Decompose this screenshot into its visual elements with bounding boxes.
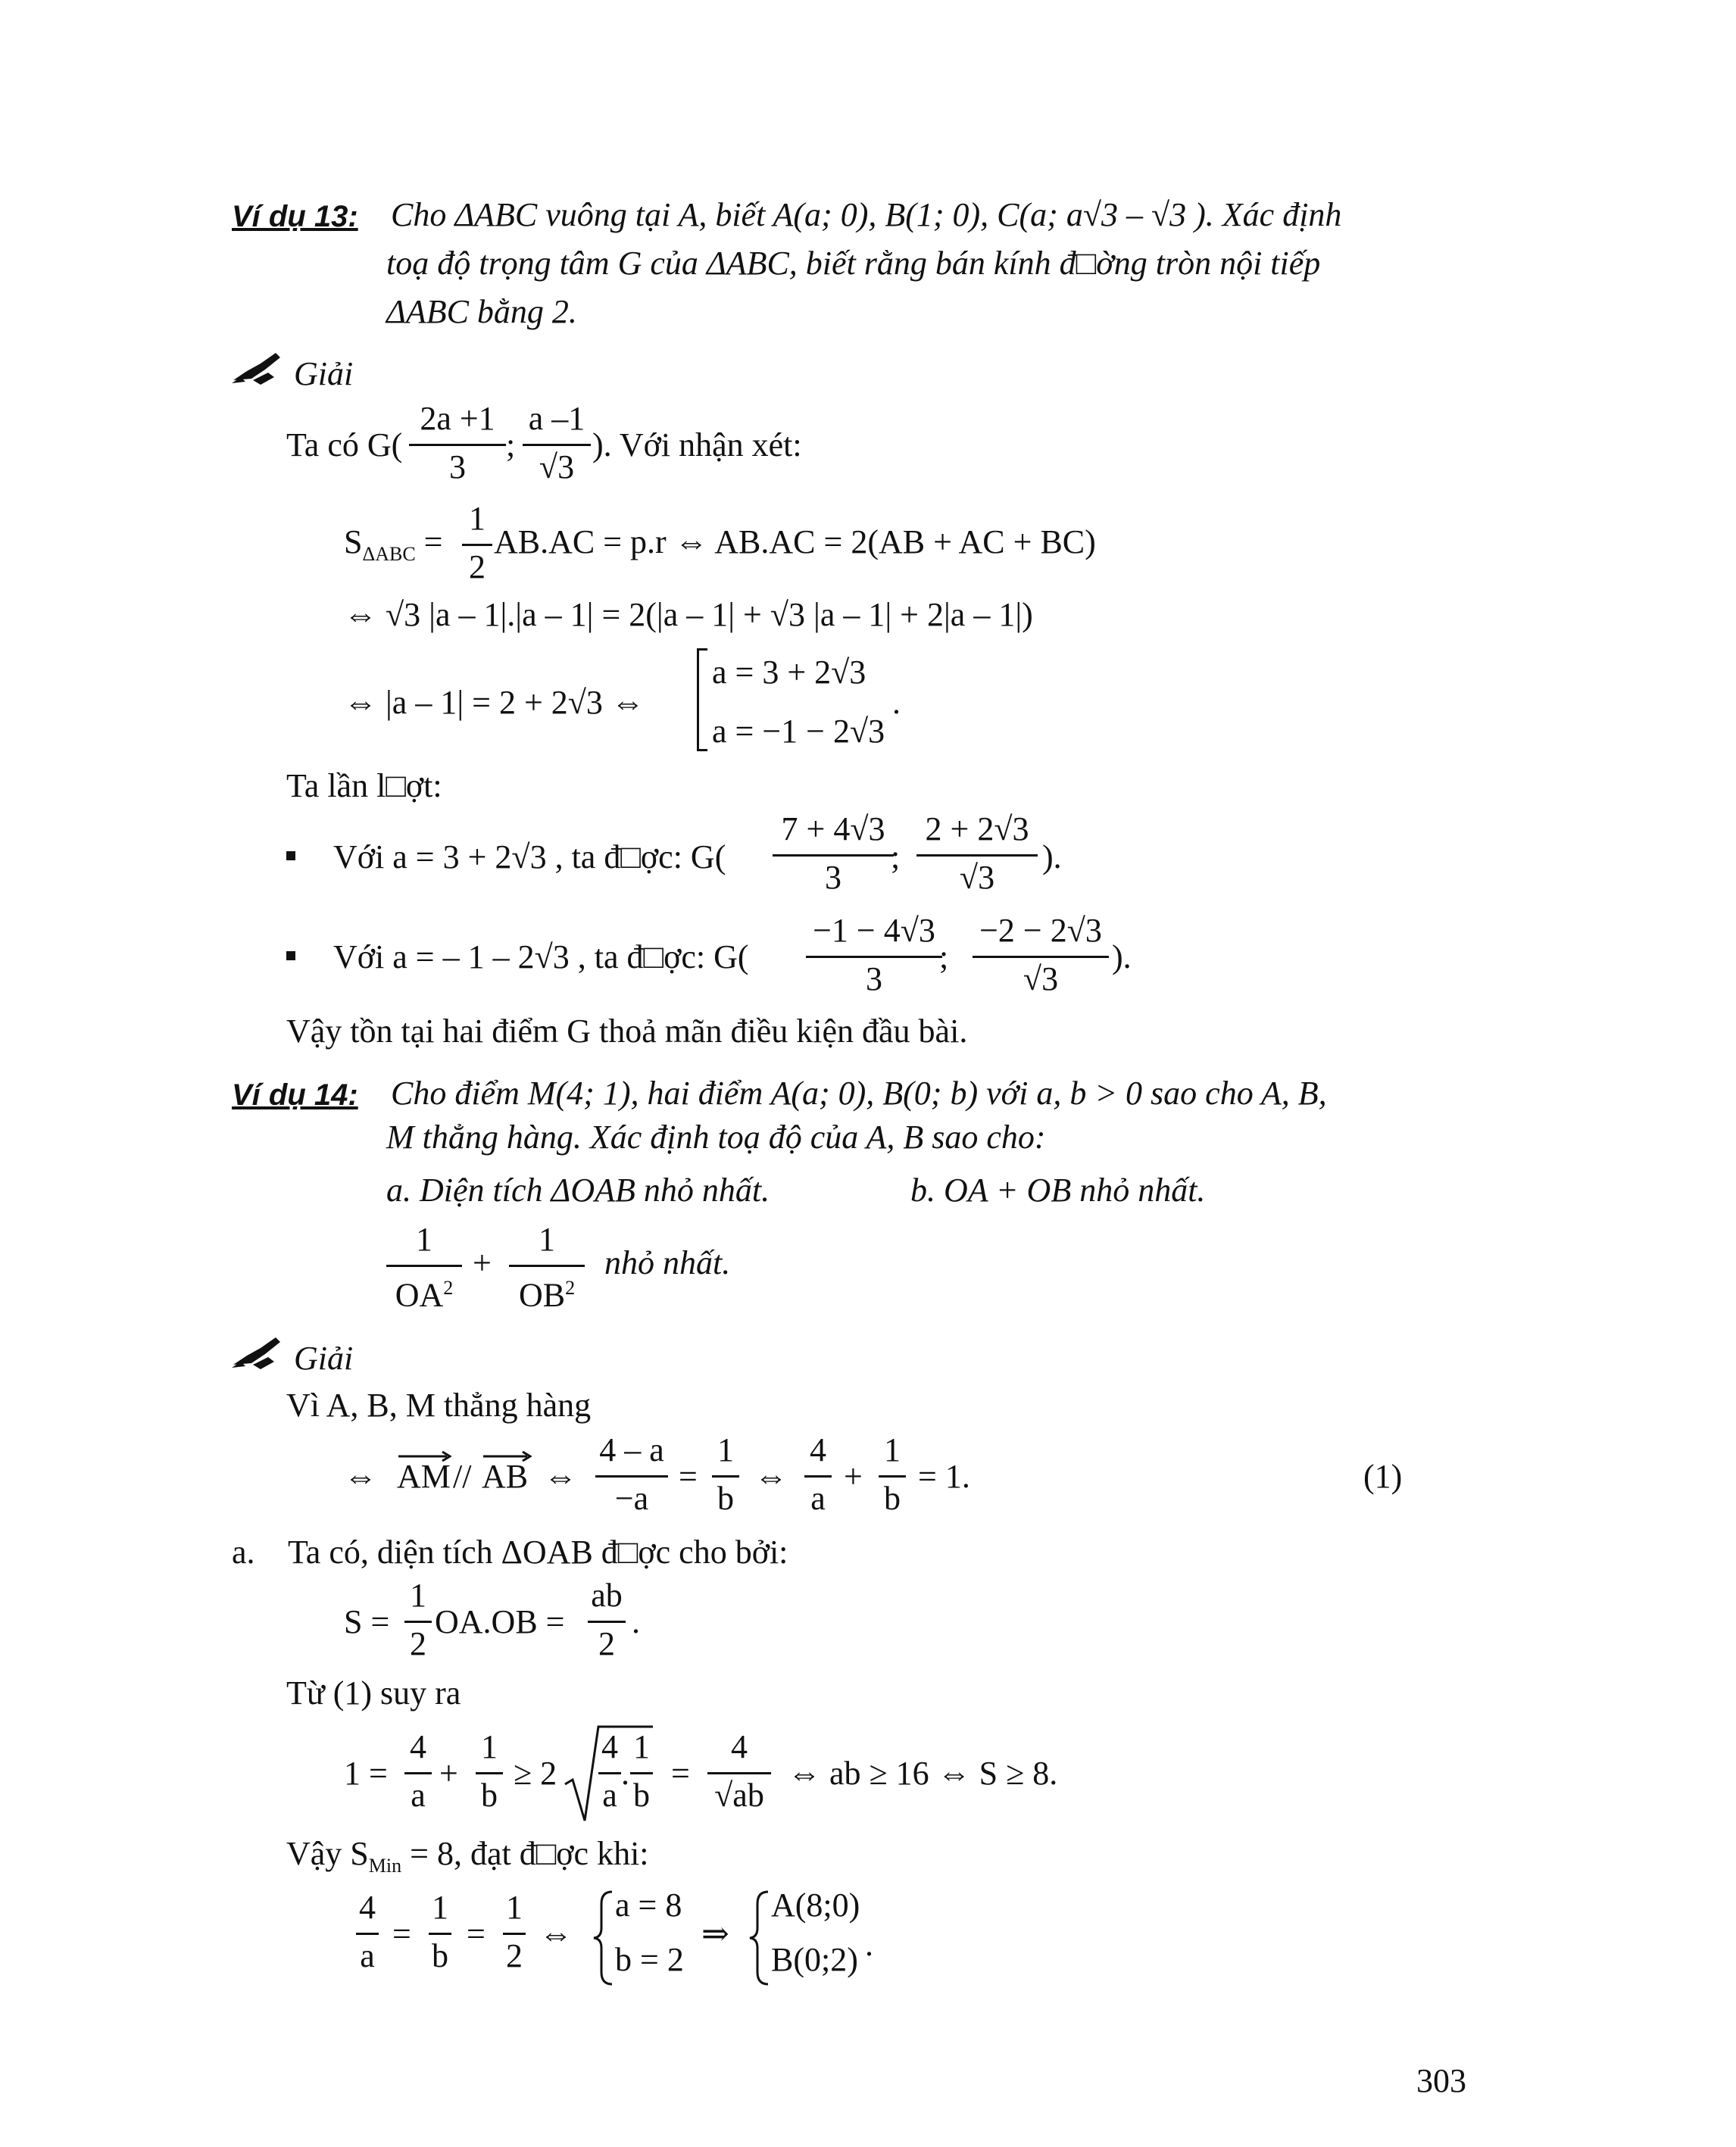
final-implies: ⇒ [701, 1915, 729, 1952]
ineq-start: 1 = [344, 1755, 388, 1792]
fraction-denominator: 3 [866, 960, 882, 997]
vector-parallel: // [453, 1458, 472, 1495]
solution-14-title: Giải [294, 1340, 354, 1377]
fraction-numerator: 1 [539, 1221, 555, 1258]
ineq-end: ⇔ ab ≥ 16 ⇔ S ≥ 8. [788, 1755, 1058, 1792]
ineq-plus: + [439, 1755, 458, 1792]
vector-iff: ⇔ [344, 1458, 377, 1495]
ineq-ge: ≥ 2 [514, 1755, 557, 1792]
fraction-denominator: 3 [825, 859, 841, 896]
g-fraction-2 [523, 400, 591, 491]
fraction-numerator: 1 [432, 1889, 448, 1926]
area-text: Ta có, diện tích ΔOAB đ□ợc cho bởi: [288, 1534, 788, 1571]
cases-bracket [697, 648, 699, 751]
g-separator: ; [506, 426, 516, 463]
min-prefix: Vậy S [286, 1835, 369, 1872]
ineq-fraction-3 [707, 1728, 771, 1819]
ineq-eq: = [671, 1755, 690, 1792]
equation-3-dot: . [892, 684, 901, 721]
fraction-numerator: 2 + 2√3 [925, 810, 1029, 847]
option-c-text: nhỏ nhất. [604, 1244, 731, 1281]
fraction-numerator: 4 [810, 1431, 826, 1468]
area-symbol: S [344, 523, 363, 560]
fraction-numerator: ab [591, 1577, 623, 1614]
fraction-denominator: 2 [469, 548, 486, 585]
area-rest: AB.AC = p.r ⇔ AB.AC = 2(AB + AC + BC) [494, 523, 1096, 560]
bullet-1-fraction-1 [773, 810, 894, 901]
fraction-numerator: 4 [601, 1728, 618, 1765]
fraction-denominator: a [411, 1777, 426, 1814]
fraction-numerator: 4 – a [599, 1431, 664, 1468]
turn-text: Ta lần l□ợt: [286, 767, 442, 804]
half-fraction [462, 500, 492, 591]
vector-arrow-icon [397, 1451, 451, 1462]
example-14-option-b: b. OA + OB nhỏ nhất. [910, 1172, 1206, 1209]
fraction-denominator: 3 [449, 448, 466, 485]
solution-13-title: Giải [294, 355, 354, 392]
final-dot: . [865, 1926, 873, 1963]
example-13-label: Ví dụ 13: [232, 200, 358, 233]
ratio-plus: + [844, 1458, 863, 1495]
bullet-1-text: Với a = 3 + 2√3 , ta đ□ợc: G( [333, 838, 726, 875]
ratio-fraction-1 [595, 1431, 668, 1522]
fraction-denominator: $OA^2$ [395, 1276, 454, 1314]
bullet-2-separator: ; [939, 938, 949, 975]
vector-arrow-icon [482, 1451, 532, 1462]
fraction-numerator: a –1 [528, 400, 585, 437]
option-c-plus: + [473, 1244, 492, 1281]
bullet-2-end: ). [1112, 938, 1132, 975]
fraction-denominator: 2 [506, 1937, 523, 1974]
left-brace-icon [592, 1889, 615, 1987]
g-prefix: Ta có G( [286, 426, 403, 463]
min-postfix: = 8, đạt đ□ợc khi: [410, 1835, 649, 1872]
min-subscript: Min [368, 1854, 402, 1877]
fraction-denominator: 2 [410, 1625, 426, 1662]
system-2-line-2: B(0;2) [771, 1941, 858, 1978]
g-suffix: ). Với nhận xét: [592, 426, 802, 463]
radical-fraction-1 [598, 1728, 621, 1819]
ratio-fraction-3 [804, 1431, 832, 1522]
pencil-hand-icon [230, 350, 283, 386]
fraction-denominator: a [810, 1480, 826, 1517]
ratio-iff: ⇔ [754, 1458, 788, 1495]
vector-iff-2: ⇔ [544, 1458, 577, 1495]
fraction-numerator: 7 + 4√3 [781, 810, 885, 847]
part-a-label: a. [232, 1534, 255, 1571]
example-14-line-2: M thẳng hàng. Xác định toạ độ của A, B sao cho: [386, 1119, 1046, 1156]
equation-2: ⇔ √3 |a – 1|.|a – 1| = 2(|a – 1| + √3 |a – 1| + 2|a – 1|) [344, 596, 1033, 633]
fraction-numerator: 4 [731, 1728, 748, 1765]
fraction-denominator: b [884, 1480, 901, 1517]
fraction-denominator: √3 [1023, 960, 1059, 997]
fraction-denominator: a [602, 1777, 617, 1814]
fraction-denominator: b [432, 1937, 448, 1974]
from-1-text: Từ (1) suy ra [286, 1674, 461, 1712]
page-number: 303 [1416, 2062, 1466, 2099]
bullet-1-separator: ; [891, 838, 901, 875]
bullet-1-fraction-2 [916, 810, 1038, 901]
final-eq-2: = [467, 1915, 486, 1952]
bullet-2-fraction-2 [973, 912, 1109, 1003]
fraction-denominator: $OB^2$ [518, 1276, 576, 1314]
case-2: a = −1 − 2√3 [712, 713, 885, 750]
collinear-text: Vì A, B, M thẳng hàng [286, 1387, 592, 1424]
ratio-equals: = [679, 1458, 698, 1495]
fraction-denominator: 2 [598, 1625, 615, 1662]
final-fraction-3 [503, 1889, 526, 1980]
fraction-numerator: 2a +1 [420, 400, 495, 437]
example-14-label: Ví dụ 14: [232, 1078, 358, 1112]
fraction-denominator: √3 [539, 448, 575, 485]
fraction-denominator: b [633, 1777, 650, 1814]
area-s-end: . [632, 1603, 640, 1640]
area-ab-fraction [588, 1577, 626, 1668]
final-fraction-2 [429, 1889, 451, 1980]
system-2-line-1: A(8;0) [771, 1886, 860, 1924]
ratio-equals-one: = 1. [918, 1458, 970, 1495]
example-14-line-1: Cho điểm M(4; 1), hai điểm A(a; 0), B(0; b) với a, b > 0 sao cho A, B, [391, 1075, 1327, 1112]
system-1-line-2: b = 2 [615, 1941, 684, 1978]
fraction-denominator: b [481, 1777, 498, 1814]
bullet-icon [286, 851, 295, 860]
fraction-denominator: √ab [714, 1777, 764, 1814]
area-equals: = [423, 523, 443, 560]
fraction-numerator: 1 [481, 1728, 498, 1765]
area-subscript: ΔABC [362, 542, 416, 565]
fraction-numerator: 4 [359, 1889, 376, 1926]
ineq-fraction-2 [476, 1728, 503, 1819]
left-brace-icon [748, 1889, 771, 1987]
option-c-fraction-1 [386, 1221, 462, 1312]
fraction-numerator: 1 [717, 1431, 734, 1468]
case-1: a = 3 + 2√3 [712, 654, 866, 691]
fraction-numerator: −1 − 4√3 [813, 912, 935, 949]
bullet-2-fraction-1 [806, 912, 942, 1003]
conclusion-13: Vậy tồn tại hai điểm G thoả mãn điều kiện đầu bài. [286, 1013, 968, 1050]
fraction-numerator: 4 [410, 1728, 426, 1765]
fraction-numerator: 1 [633, 1728, 650, 1765]
example-13-line-1: Cho ΔABC vuông tại A, biết A(a; 0), B(1; 0), C(a; a√3 – √3 ). Xác định [391, 196, 1342, 233]
bullet-1-end: ). [1042, 838, 1062, 875]
radical-fraction-2 [630, 1728, 653, 1819]
fraction-denominator: √3 [959, 859, 995, 896]
ratio-fraction-2 [712, 1431, 739, 1522]
vector-am: AM [397, 1456, 451, 1498]
pencil-hand-icon [230, 1334, 283, 1371]
example-13-line-3: ΔABC bằng 2. [386, 293, 577, 330]
min-line [286, 1833, 649, 1887]
vector-ab: AB [482, 1456, 528, 1498]
g-fraction-1 [409, 400, 506, 491]
fraction-denominator: b [717, 1480, 734, 1517]
fraction-denominator: a [360, 1937, 375, 1974]
example-14-option-a: a. Diện tích ΔOAB nhỏ nhất. [386, 1172, 770, 1209]
fraction-denominator: −a [614, 1480, 649, 1517]
ratio-fraction-4 [879, 1431, 906, 1522]
equation-tag: (1) [1363, 1458, 1403, 1495]
area-s-start: S = [344, 1603, 390, 1640]
system-1-line-1: a = 8 [615, 1886, 682, 1924]
bullet-2-text: Với a = – 1 – 2√3 , ta đ□ợc: G( [333, 938, 749, 975]
area-label [344, 521, 443, 576]
ineq-fraction-1 [404, 1728, 432, 1819]
bullet-icon [286, 951, 295, 960]
example-13-line-2: toạ độ trọng tâm G của ΔABC, biết rằng bán kính đ□ờng tròn nội tiếp [386, 245, 1321, 282]
area-half-fraction [404, 1577, 432, 1668]
fraction-numerator: −2 − 2√3 [979, 912, 1102, 949]
radical-dot: . [621, 1755, 629, 1792]
final-eq-1: = [392, 1915, 411, 1952]
fraction-numerator: 1 [884, 1431, 901, 1468]
fraction-numerator: 1 [416, 1221, 432, 1258]
fraction-numerator: 1 [469, 500, 486, 537]
fraction-numerator: 1 [410, 1577, 426, 1614]
option-c-fraction-2 [509, 1221, 585, 1312]
area-s-mid: OA.OB = [435, 1603, 565, 1640]
final-iff: ⇔ [539, 1915, 573, 1952]
equation-3-left: ⇔ |a – 1| = 2 + 2√3 ⇔ [344, 684, 645, 721]
fraction-numerator: 1 [506, 1889, 523, 1926]
final-fraction-1 [356, 1889, 379, 1980]
